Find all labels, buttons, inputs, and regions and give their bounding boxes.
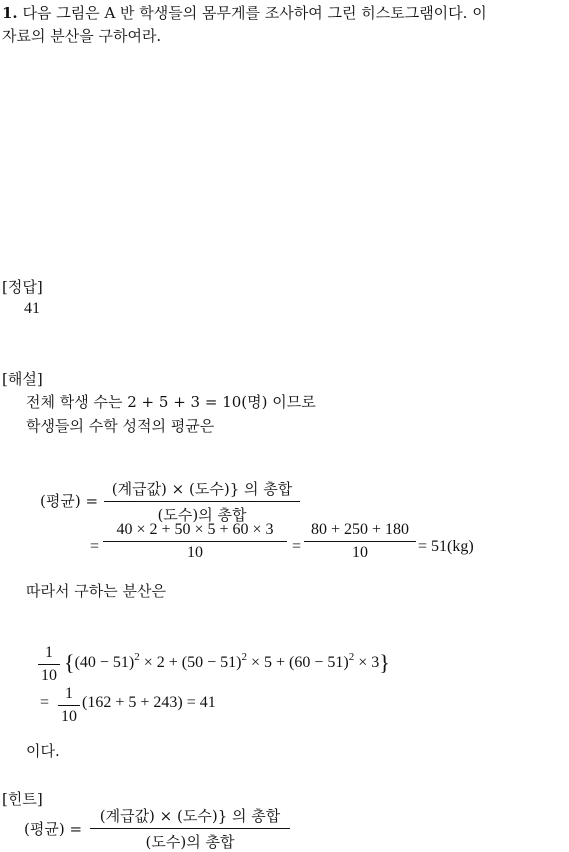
explanation-line-1: 전체 학생 수는 2 + 5 + 3 = 10(명) 이므로 — [26, 393, 316, 411]
explanation-label: [해설] — [2, 370, 43, 388]
calc-eq-2: = — [292, 538, 302, 555]
right-brace: } — [379, 650, 390, 675]
variance-result: (162 + 5 + 243) = 41 — [82, 694, 216, 711]
mean-denominator: (도수)의 총합 — [157, 506, 247, 524]
calc-fraction-2 — [304, 521, 416, 562]
hint-mean-numerator: (계급값) × (도수)} 의 총합 — [99, 807, 281, 825]
problem-line-1 — [2, 2, 487, 23]
explanation-line-3: 따라서 구하는 분산은 — [26, 582, 166, 600]
variance-fraction-1 — [38, 644, 60, 685]
variance-denominator-1: 10 — [41, 667, 57, 684]
hint-mean-denominator: (도수)의 총합 — [145, 833, 235, 851]
answer-label: [정답] — [2, 278, 43, 296]
calc-numerator-2: 80 + 250 + 180 — [310, 521, 410, 538]
calc-eq-1: = — [90, 538, 100, 555]
explanation-line-4: 이다. — [26, 742, 60, 760]
fraction-bar — [104, 501, 300, 502]
variance-denominator-2: 10 — [61, 708, 77, 725]
mean-numerator: (계급값) × (도수)} 의 총합 — [111, 480, 293, 498]
mean-fraction — [104, 478, 300, 525]
fraction-bar — [58, 705, 80, 706]
answer-value: 41 — [24, 300, 40, 317]
problem-number: 1. — [2, 4, 18, 22]
fraction-bar — [103, 541, 287, 542]
variance-numerator-1: 1 — [45, 644, 53, 661]
left-brace: { — [64, 650, 75, 675]
variance-numerator-2: 1 — [65, 685, 73, 702]
explanation-line-2: 학생들의 수학 성적의 평균은 — [26, 417, 215, 435]
hint-mean-fraction — [90, 805, 290, 852]
hint-label: [힌트] — [2, 790, 43, 808]
hint-mean-label: (평균) = — [24, 820, 83, 838]
fraction-bar — [90, 828, 290, 829]
variance-expression: $\{(40 - 51)^2 \times 2 + (50 - 51)^2 \times 5 + (60 - 51)^2 \times 3\}$ — [64, 650, 390, 675]
calc-denominator-1: 10 — [187, 544, 203, 561]
variance-fraction-2 — [58, 685, 80, 726]
calc-numerator-1: 40 × 2 + 50 × 5 + 60 × 3 — [116, 521, 274, 538]
calc-fraction-1 — [103, 521, 287, 562]
calc-result: = 51(kg) — [418, 538, 474, 555]
problem-text-1: 다음 그림은 A 반 학생들의 몸무게를 조사하여 그린 히스토그램이다. 이 — [22, 4, 487, 22]
fraction-bar — [304, 541, 416, 542]
variance-eq: = — [40, 694, 50, 711]
calc-denominator-2: 10 — [352, 544, 368, 561]
mean-label: (평균) = — [40, 492, 99, 510]
fraction-bar — [38, 664, 60, 665]
problem-line-2: 자료의 분산을 구하여라. — [2, 27, 162, 45]
